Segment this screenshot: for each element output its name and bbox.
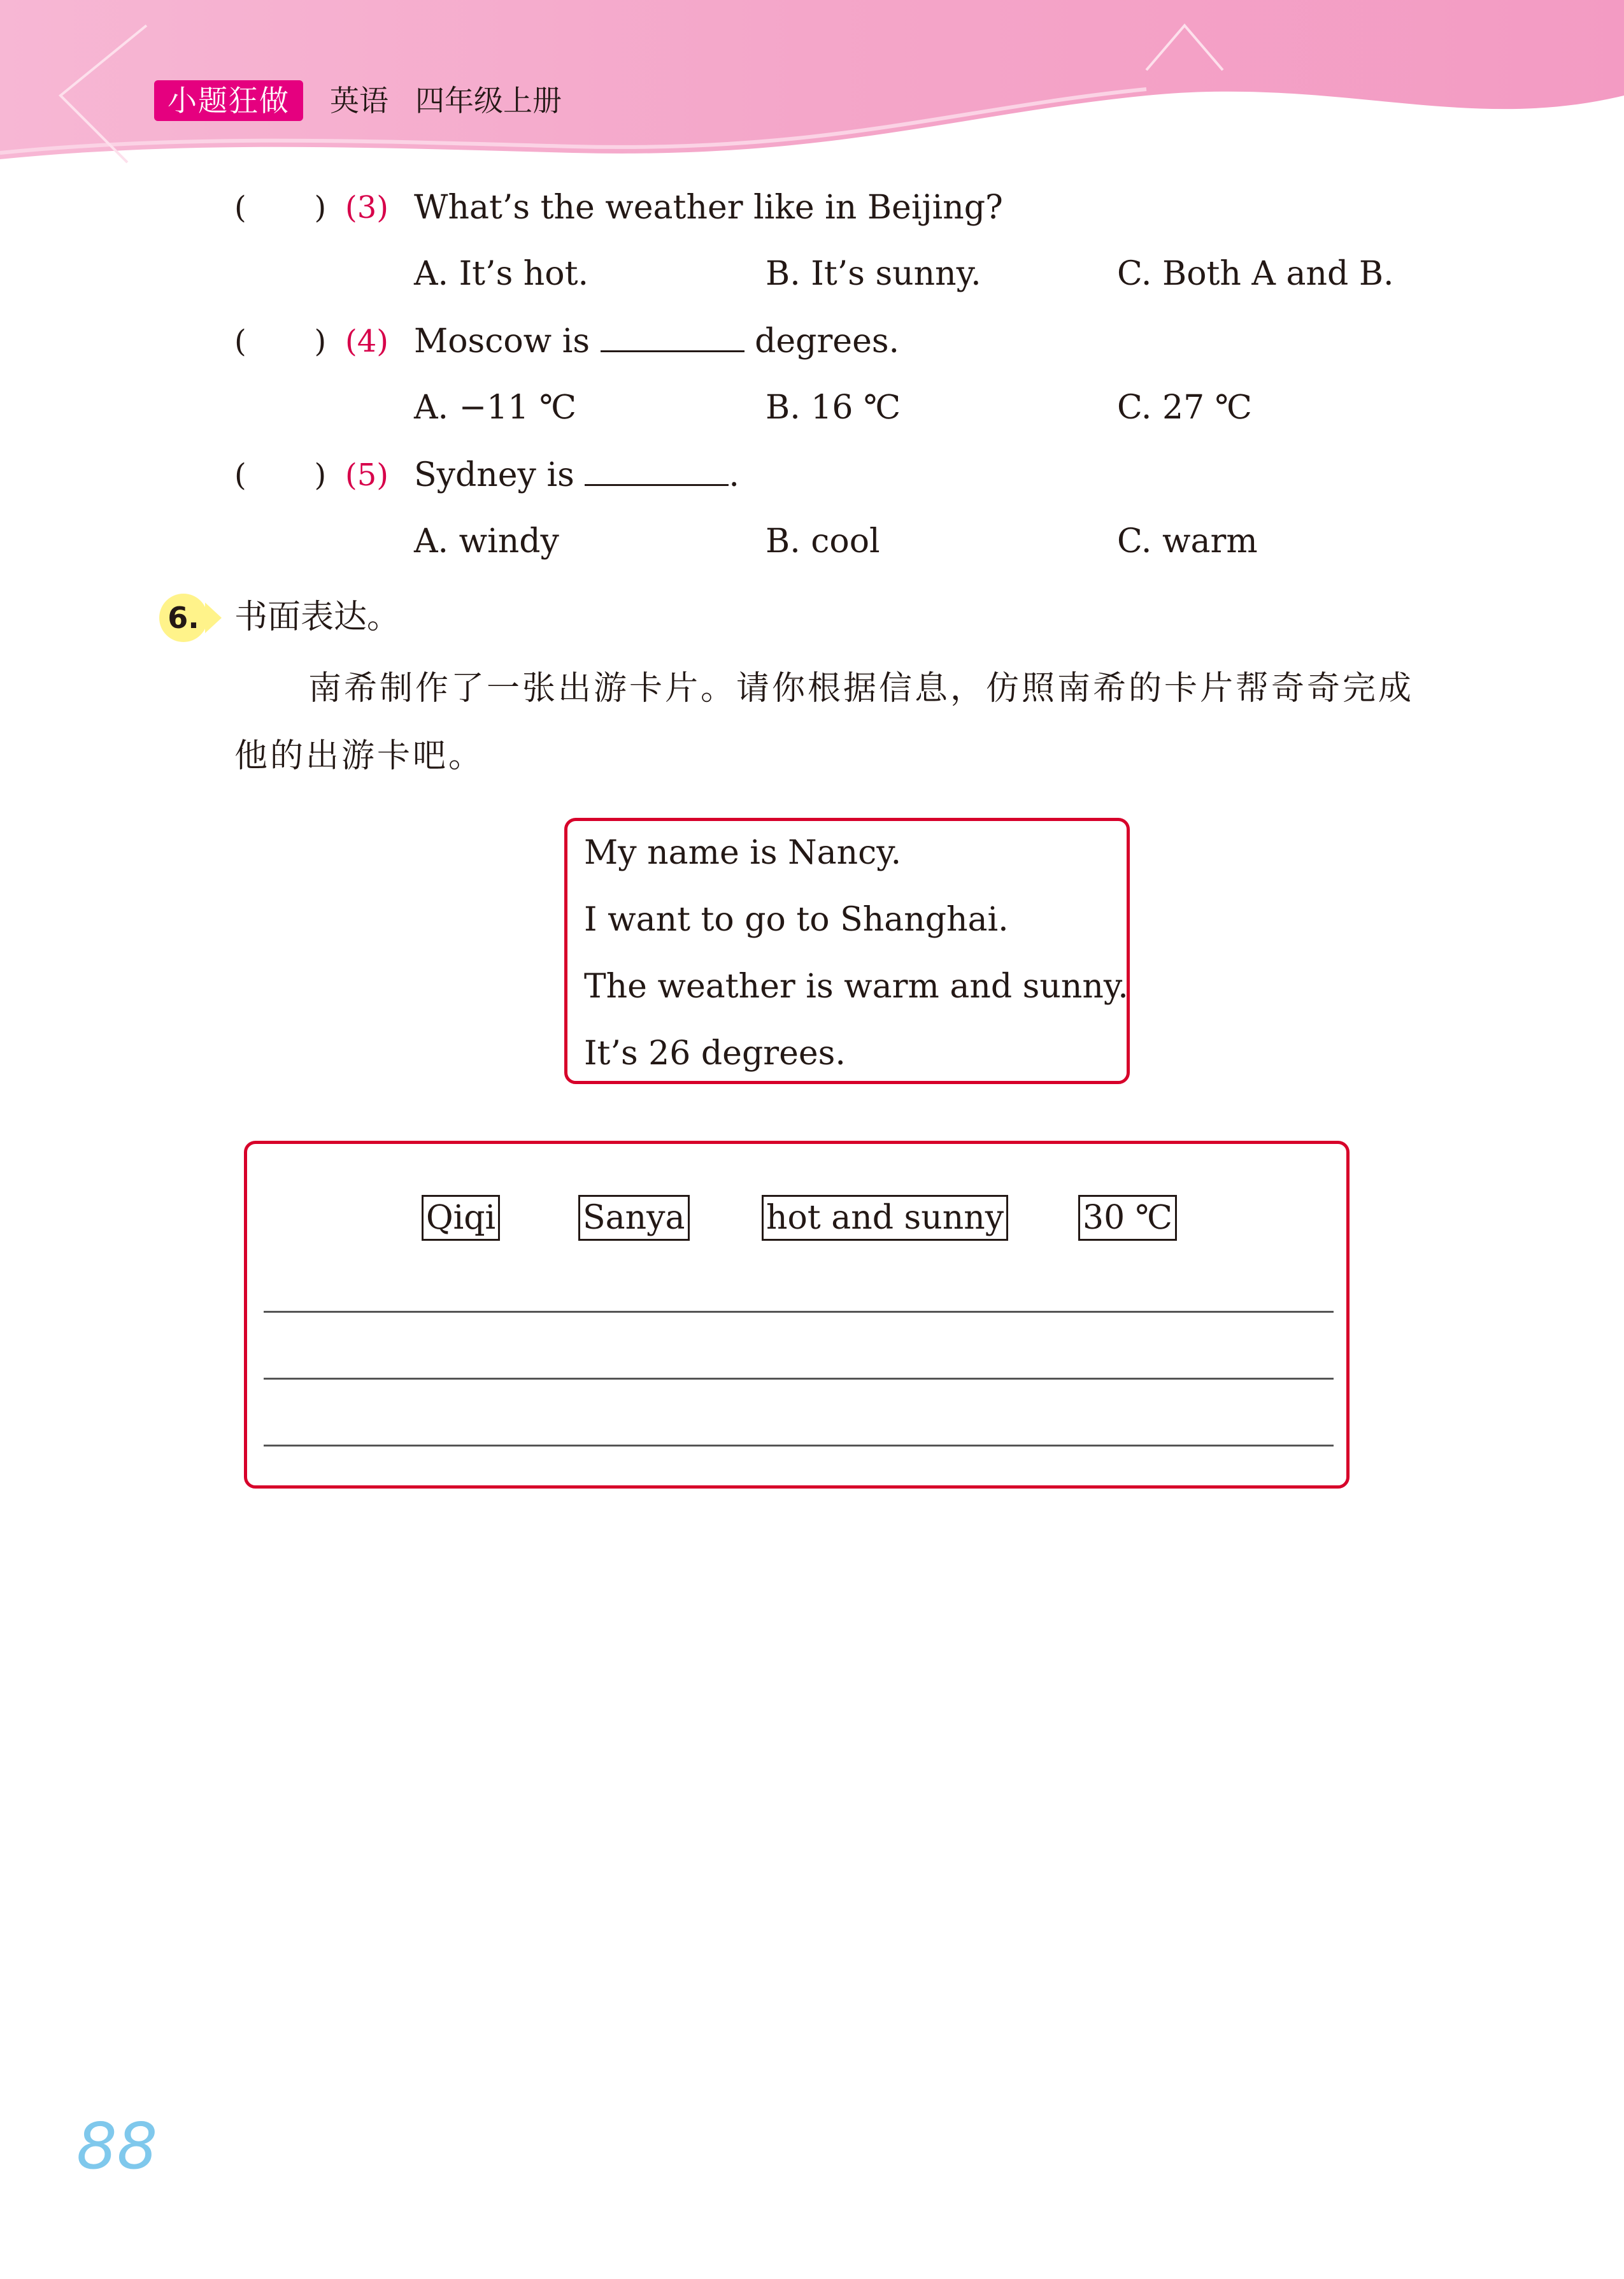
card-line-name: My name is Nancy. [584, 834, 902, 872]
option-a: A. It’s hot. [414, 255, 589, 293]
option-b: B. It’s sunny. [766, 255, 981, 293]
option-a: A. −11 ℃ [414, 389, 577, 427]
option-c: C. 27 ℃ [1117, 389, 1252, 427]
answer-bracket[interactable]: ( ) [234, 457, 327, 493]
prompt-after-blank: . [729, 456, 739, 494]
writing-line[interactable] [264, 1378, 1334, 1380]
prompt-after-blank: degrees. [755, 322, 900, 361]
question-number: (3) [345, 190, 388, 225]
question-prompt: What’s the weather like in Beijing? [414, 189, 1003, 227]
option-b: B. 16 ℃ [766, 389, 901, 427]
card-line-destination: I want to go to Shanghai. [584, 901, 1009, 939]
sample-travel-card [564, 818, 1130, 1084]
fill-blank[interactable] [601, 322, 744, 352]
question-prompt [414, 322, 899, 361]
brand-badge: 小题狂做 [154, 80, 303, 121]
writing-line[interactable] [264, 1311, 1334, 1313]
card-line-weather: The weather is warm and sunny. [584, 968, 1129, 1006]
prompt-before-blank: Moscow is [414, 322, 590, 361]
answer-bracket[interactable]: ( ) [234, 324, 327, 359]
writing-line[interactable] [264, 1445, 1334, 1447]
option-a: A. windy [414, 522, 559, 561]
answer-travel-card [244, 1141, 1350, 1489]
option-b: B. cool [766, 522, 880, 561]
word-box-weather: hot and sunny [762, 1195, 1008, 1241]
header-grade: 四年级上册 [415, 83, 562, 118]
option-c: C. Both A and B. [1117, 255, 1394, 293]
prompt-before-blank: Sydney is [414, 456, 574, 494]
section-number-badge: 6. [159, 594, 208, 642]
section-title: 书面表达。 [234, 598, 401, 636]
header-subject: 英语 [330, 83, 388, 118]
word-box-place: Sanya [578, 1195, 690, 1241]
answer-bracket[interactable]: ( ) [234, 190, 327, 225]
question-number: (4) [345, 324, 388, 359]
fill-blank[interactable] [585, 456, 729, 486]
card-line-temperature: It’s 26 degrees. [584, 1034, 846, 1073]
word-box-temperature: 30 ℃ [1078, 1195, 1177, 1241]
section-badge-arrow [205, 603, 222, 633]
question-prompt [414, 456, 739, 494]
instruction-line-1: 南希制作了一张出游卡片。请你根据信息，仿照南希的卡片帮奇奇完成 [308, 669, 1414, 708]
question-number: (5) [345, 457, 388, 493]
option-c: C. warm [1117, 522, 1258, 561]
page-number: 88 [76, 2109, 158, 2183]
word-box-name: Qiqi [422, 1195, 500, 1241]
instruction-line-2: 他的出游卡吧。 [234, 737, 485, 775]
